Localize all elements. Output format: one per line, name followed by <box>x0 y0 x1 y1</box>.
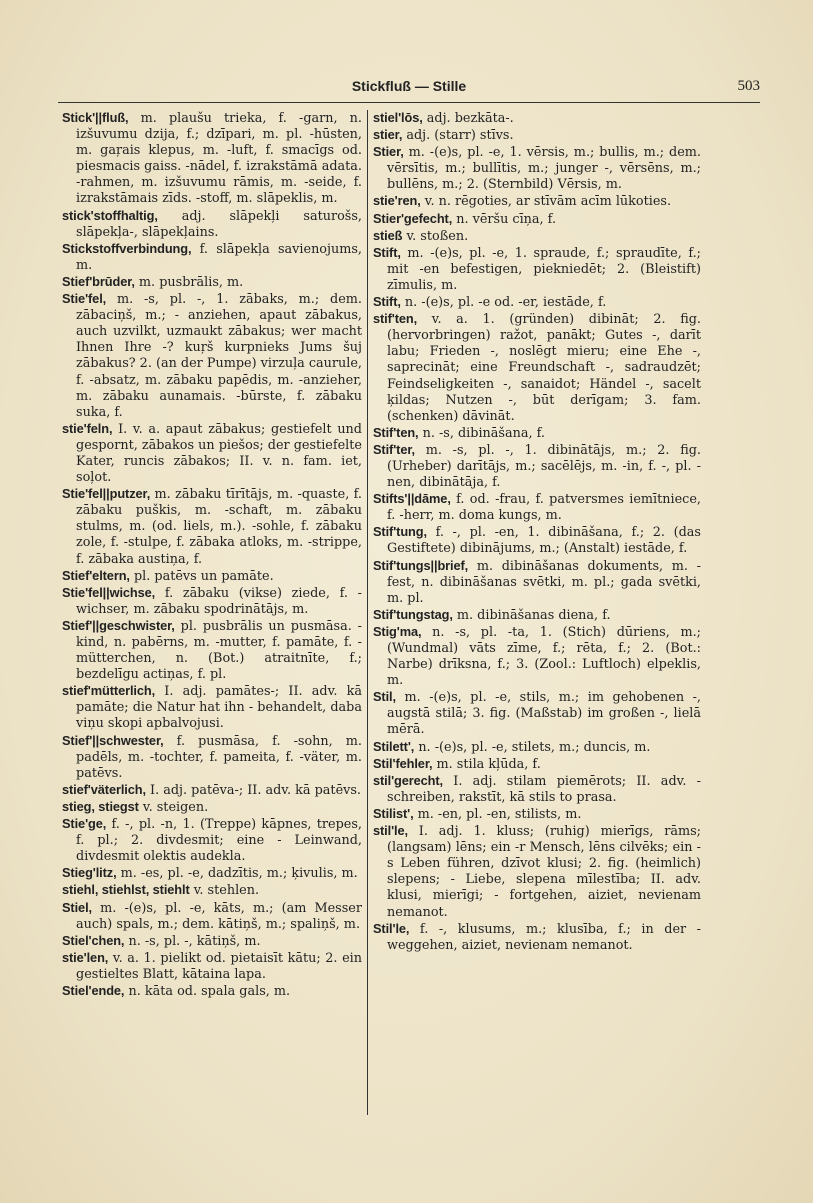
dictionary-entry <box>373 144 701 193</box>
entry-definition: I. adj. pamātes-; II. adv. kā pamāte; die Natur hat ihn - behandelt, daba viņu skopi apbalvojusi. <box>76 684 362 732</box>
dictionary-entry <box>373 127 701 144</box>
entry-definition: n. -s, dibināšana, f. <box>418 425 545 441</box>
dictionary-entry <box>62 291 362 421</box>
entry-definition: I. adj. patēva-; II. adv. kā patēvs. <box>145 782 362 798</box>
entry-headword: Stief'||geschwister, <box>62 617 175 633</box>
dictionary-entry <box>62 208 362 241</box>
dictionary-entry <box>373 442 701 491</box>
entry-definition: f. od. -frau, f. patversmes iemītniece, f. -herr, m. doma kungs, m. <box>387 492 701 524</box>
dictionary-entry <box>62 241 362 274</box>
entry-headword: Stif'tung, <box>373 524 427 540</box>
entry-headword: Stift, <box>373 294 401 310</box>
entry-headword: stieß <box>373 227 403 243</box>
entry-definition: m. -s, pl. -, 1. zābaks, m.; dem. zābaciņš, m.; - anziehen, apaut zābakus, auch uzvilkt, uzmaukt zābakus; wer macht Ihnen Ihre -? kuŗš kurpnieks Jums šuj zābakus? 2. (an der Pumpe) virzuļa caurule, f. -absatz, m. zābaku papēdis, m. -anzieher, m. zābaku aunamais. -būrste, f. zābaku suka, f. <box>76 292 362 420</box>
dictionary-entry <box>373 739 701 756</box>
dictionary-entry <box>373 211 701 228</box>
dictionary-entry <box>373 558 701 607</box>
entry-headword: stie'len, <box>62 949 109 965</box>
dictionary-entry <box>373 524 701 557</box>
dictionary-entry <box>373 689 701 738</box>
dictionary-entry <box>62 486 362 567</box>
entry-definition: v. n. rēgoties, ar stīvām acīm lūkoties. <box>420 194 672 210</box>
dictionary-entry <box>373 193 701 210</box>
dictionary-entry <box>373 491 701 524</box>
running-header <box>58 78 760 100</box>
entry-definition: m. -(e)s, pl. -e, kāts, m.; (am Messer auch) spals, m.; dem. kātiņš, m.; spaliņš, m. <box>76 900 362 932</box>
dictionary-entry <box>62 110 362 208</box>
entry-definition: m. stila kļūda, f. <box>432 756 541 772</box>
dictionary-entry <box>373 245 701 294</box>
entry-definition: m. pusbrālis, m. <box>134 274 244 290</box>
entry-definition: v. stoßen. <box>402 228 469 244</box>
entry-headword: Stif'ten, <box>373 424 419 440</box>
entry-headword: Stiel'ende, <box>62 982 125 998</box>
entry-headword: stie'ren, <box>373 193 421 209</box>
dictionary-entry <box>62 799 362 816</box>
entry-headword: stief'väterlich, <box>62 781 146 797</box>
dictionary-entry <box>62 865 362 882</box>
entry-definition: v. stehlen. <box>189 883 260 899</box>
entry-definition: f. -, pl. -en, 1. dibināšana, f.; 2. (das Gestiftete) dibinājums, m.; (Anstalt) iestāde, f. <box>387 525 701 557</box>
entry-headword: Stier, <box>373 144 404 160</box>
entry-headword: Stief'||schwester, <box>62 732 164 748</box>
entry-headword: Stick'||fluß, <box>62 110 129 125</box>
entry-definition: n. -(e)s, pl. -e, stilets, m.; duncis, m. <box>414 739 651 755</box>
entry-definition: n. vēršu cīņa, f. <box>452 211 557 227</box>
entry-headword: stif'ten, <box>373 311 418 327</box>
entry-headword: Stiel'chen, <box>62 932 125 948</box>
entry-headword: Stief'brūder, <box>62 273 135 289</box>
dictionary-entry <box>62 618 362 683</box>
dictionary-entry <box>373 624 701 689</box>
entry-headword: Stilett', <box>373 738 415 754</box>
dictionary-entry <box>62 274 362 291</box>
left-column <box>62 110 362 1000</box>
entry-definition: I. adj. 1. kluss; (ruhig) mierīgs, rāms; (langsam) lēns; ein -r Mensch, lēns cilvēks; ein -s Leben führen, dzīvot klusi; 2. fig. (heimlich) slepens; - Liebe, slepena mīlestība; II. adv. klusi, mierīgi; - fortgehen, aiziet, nevienam nemanot. <box>387 824 701 920</box>
entry-definition: f. zābaku (vikse) ziede, f. -wichser, m. zābaku spodrinātājs, m. <box>76 585 362 617</box>
entry-definition: m. -(e)s, pl. -e, stils, m.; im gehobenen -, augstā stilā; 3. fig. (Maßstab) im großen -, lielā mērā. <box>387 690 701 738</box>
right-column <box>373 110 701 954</box>
entry-headword: stiel'lōs, <box>373 110 423 125</box>
dictionary-entry <box>62 733 362 782</box>
page-number: 503 <box>737 78 760 94</box>
entry-headword: stieg, stiegst <box>62 798 139 814</box>
entry-definition: v. a. 1. pielikt od. pietaisīt kātu; 2. ein gestieltes Blatt, kātaina lapa. <box>76 950 362 982</box>
entry-definition: pl. pusbrālis un pusmāsa. -kind, n. pabērns, m. -mutter, f. pamāte, f. -mütterchen, n. (Bot.) atraitnīte, f.; bezdelīgu actiņas, f. pl. <box>76 618 362 683</box>
entry-headword: Stie'fel||wichse, <box>62 584 156 600</box>
entry-definition: m. -(e)s, pl. -e, 1. spraude, f.; spraudīte, f.; mit -en befestigen, piekniedēt; 2. (Bleistift) zīmulis, m. <box>387 245 701 293</box>
dictionary-entry <box>373 823 701 921</box>
dictionary-entry <box>373 110 701 127</box>
entry-headword: Stifts'||dāme, <box>373 491 451 507</box>
entry-headword: Stief'eltern, <box>62 567 130 583</box>
dictionary-entry <box>62 683 362 732</box>
entry-headword: Stieg'litz, <box>62 865 117 881</box>
entry-headword: Stig'ma, <box>373 623 422 639</box>
entry-definition: m. zābaku tīrītājs, m. -quaste, f. zābaku puškis, m. -schaft, m. zābaku stulms, m. (od. liels, m.). -sohle, f. zābaku zole, f. -stulpe, f. zābaka atloks, m. -strippe, f. zābaka austiņa, f. <box>76 487 362 567</box>
entry-definition: v. steigen. <box>138 799 209 815</box>
entry-definition: adj. bezkāta-. <box>422 111 514 126</box>
dictionary-entry <box>373 425 701 442</box>
entry-headword: stil'gerecht, <box>373 772 444 788</box>
entry-definition: m. dibināšanas dokuments, m. -fest, n. dibināšanas svētki, m. pl.; gada svētki, m. pl. <box>387 558 701 606</box>
entry-definition: m. dibināšanas diena, f. <box>452 607 611 623</box>
dictionary-entry <box>373 806 701 823</box>
entry-definition: m. -es, pl. -e, dadzītis, m.; ķivulis, m. <box>116 866 358 882</box>
entry-definition: m. -(e)s, pl. -e, 1. vērsis, m.; bullis, m.; dem. vērsītis, m.; bullītis, m.; junger -, vērsēns, m.; bullēns, m.; 2. (Sternbild) Vērsis, m. <box>387 145 701 193</box>
dictionary-entry <box>62 882 362 899</box>
entry-headword: Stie'fel, <box>62 291 107 307</box>
dictionary-entry <box>62 782 362 799</box>
entry-definition: adj. (starr) stīvs. <box>402 128 514 144</box>
dictionary-entry <box>373 311 701 425</box>
entry-definition: I. v. a. apaut zābakus; gestiefelt und gespornt, zābakos un piešos; der gestiefelte Kater, runcis zābakos; II. v. n. fam. iet, soļot. <box>76 421 362 486</box>
entry-definition: I. adj. stilam piemērots; II. adv. - schreiben, rakstīt, kā stils to prasa. <box>387 773 701 805</box>
dictionary-entry <box>373 607 701 624</box>
entry-headword: Stier'gefecht, <box>373 210 453 226</box>
entry-headword: Stil'fehler, <box>373 755 433 771</box>
dictionary-entry <box>373 228 701 245</box>
dictionary-entry <box>62 900 362 933</box>
page-title: Stickfluß — Stille <box>351 78 467 94</box>
entry-headword: Stif'tungstag, <box>373 606 453 622</box>
entry-definition: f. slāpekļa savienojums, m. <box>76 241 362 273</box>
entry-headword: Stiel, <box>62 899 92 915</box>
entry-headword: Stil'le, <box>373 920 410 936</box>
entry-headword: Stilist', <box>373 805 414 821</box>
entry-definition: adj. slāpekļi saturošs, slāpekļa-, slāpekļains. <box>76 208 362 240</box>
dictionary-entry <box>373 294 701 311</box>
entry-headword: Stickstoffverbindung, <box>62 240 192 256</box>
entry-definition: n. -s, pl. -, kātiņš, m. <box>124 933 261 949</box>
dictionary-entry <box>62 983 362 1000</box>
entry-definition: n. -(e)s, pl. -e od. -er, iestāde, f. <box>400 295 607 311</box>
dictionary-entry <box>62 421 362 486</box>
dictionary-entry <box>62 568 362 585</box>
entry-headword: Stift, <box>373 244 401 260</box>
entry-definition: m. -s, pl. -, 1. dibinātājs, m.; 2. fig. (Urheber) darītājs, m.; sacēlējs, m. -in, f. -, pl. -nen, dibinātāja, f. <box>387 442 701 491</box>
header-rule <box>58 102 760 103</box>
dictionary-entry <box>62 933 362 950</box>
dictionary-entry <box>373 773 701 806</box>
entry-headword: Stie'ge, <box>62 816 107 832</box>
entry-headword: Stif'ter, <box>373 441 415 457</box>
entry-headword: stil'le, <box>373 823 408 839</box>
dictionary-entry <box>62 950 362 983</box>
entry-definition: f. -, klusums, m.; klusība, f.; in der - weggehen, aiziet, nevienam nemanot. <box>387 921 701 953</box>
entry-definition: n. kāta od. spala gals, m. <box>124 983 291 999</box>
entry-headword: stie'feln, <box>62 420 113 436</box>
dictionary-entry <box>373 921 701 954</box>
dictionary-entry <box>373 756 701 773</box>
entry-definition: n. -s, pl. -ta, 1. (Stich) dūriens, m.; (Wundmal) vāts zīme, f.; rēta, f.; 2. (Bot.: Narbe) drīksna, f.; 3. (Zool.: Luftloch) elpeklis, m. <box>387 624 701 689</box>
entry-definition: m. -en, pl. -en, stilists, m. <box>413 806 582 822</box>
entry-definition: v. a. 1. (gründen) dibināt; 2. fig. (hervorbringen) ražot, panākt; Gutes -, darīt labu; Frieden -, noslēgt mieru; eine Ehe -, saprecināt; eine Freundschaft -, sadraudzēt; Feindseligkeiten -, sanaidot; Händel -, sacelt ķildas; Nutzen -, būt derīgam; 3. fam. (schenken) dāvināt. <box>387 312 701 424</box>
entry-headword: Stil, <box>373 689 396 705</box>
entry-definition: pl. patēvs un pamāte. <box>129 568 274 584</box>
entry-headword: stiehl, stiehlst, stiehlt <box>62 882 190 898</box>
entry-definition: f. pusmāsa, f. -sohn, m. padēls, m. -tochter, f. pameita, f. -väter, m. patēvs. <box>76 733 362 781</box>
entry-definition: m. plaušu trieka, f. -garn, n. izšuvumu dzija, f.; dzīpari, m. pl. -hūsten, m. gaŗais klepus, m. -luft, f. smacīgs od. piesmacis gaiss. -nādel, f. izrakstāmā adata. -rahmen, m. izšuvumu rāmis, m. -seide, f. izrakstāmais zīds. -stoff, m. slāpeklis, m. <box>76 111 362 207</box>
dictionary-entry <box>62 816 362 865</box>
entry-definition: f. -, pl. -n, 1. (Treppe) kāpnes, trepes, f. pl.; 2. divdesmit; eine - Leinwand, divdesmit olektis audekla. <box>76 817 362 865</box>
entry-headword: stier, <box>373 127 403 143</box>
entry-headword: Stif'tungs||brief, <box>373 557 469 573</box>
column-divider <box>367 110 368 1115</box>
entry-headword: Stie'fel||putzer, <box>62 486 151 502</box>
dictionary-entry <box>62 585 362 618</box>
entry-headword: stick'stoffhaltig, <box>62 207 158 223</box>
entry-headword: stief'mütterlich, <box>62 683 156 699</box>
